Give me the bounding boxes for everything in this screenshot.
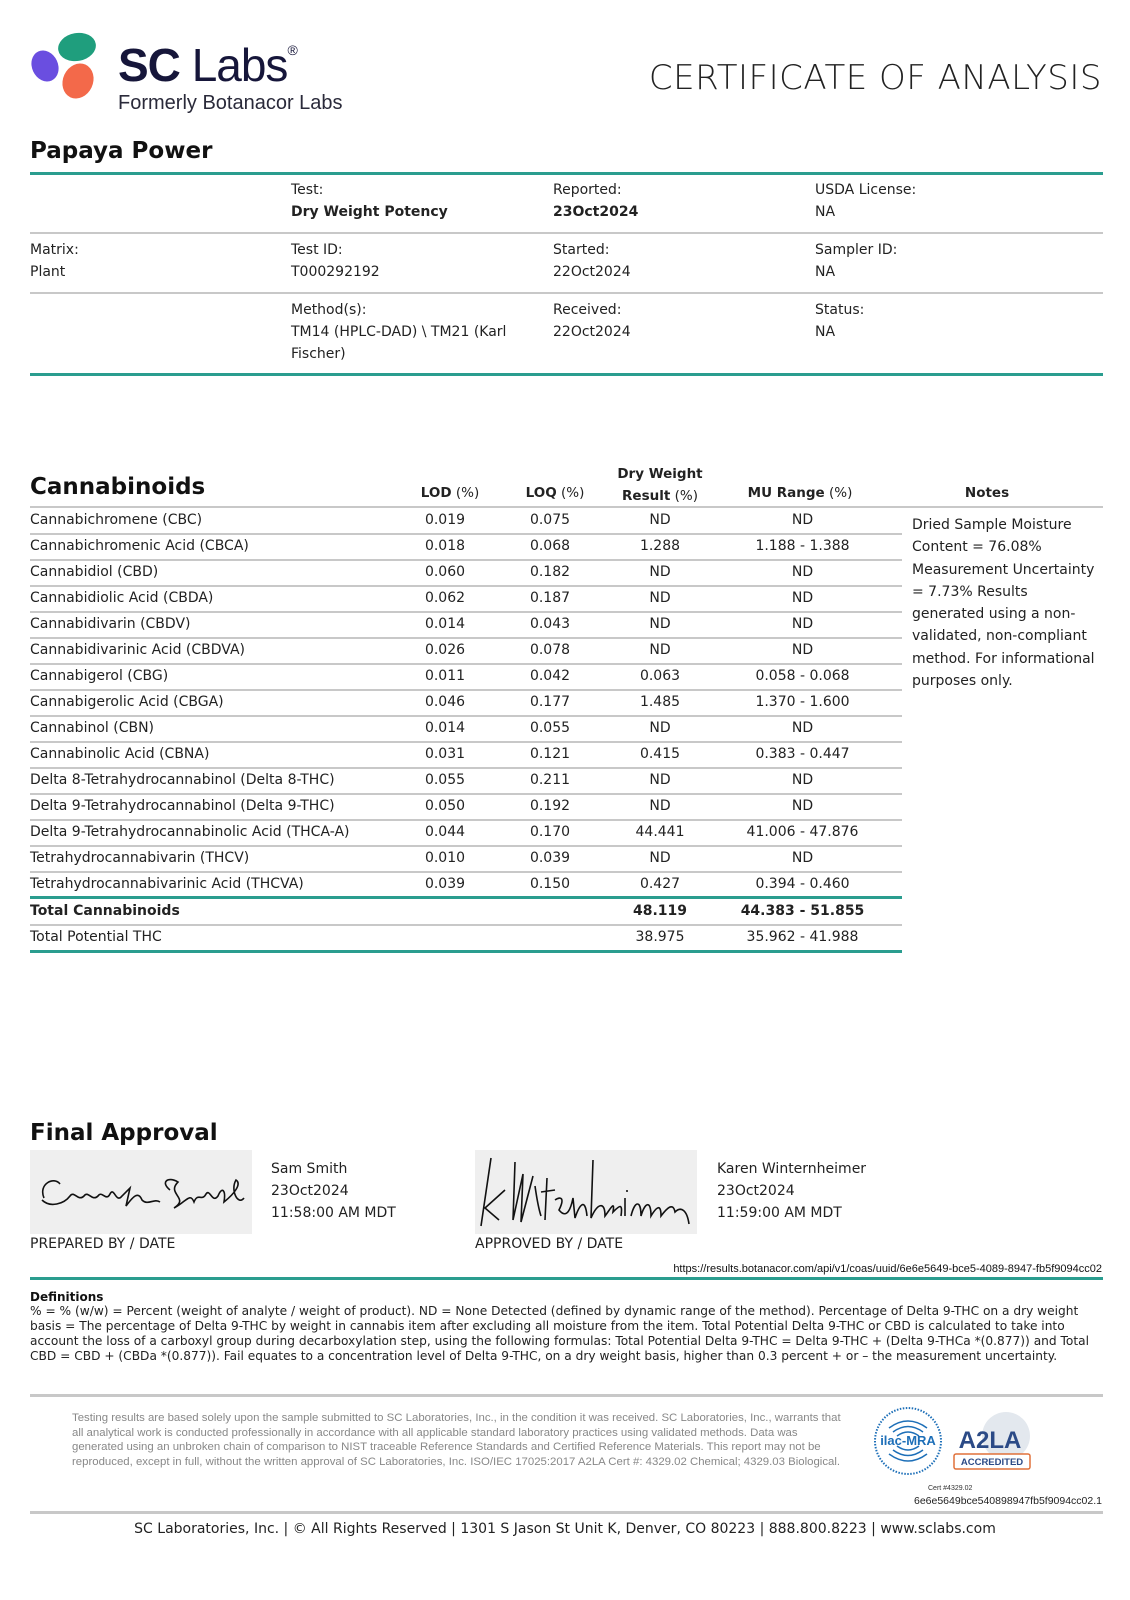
table-row bbox=[30, 534, 900, 560]
cell-name: Cannabidivarinic Acid (CBDVA) bbox=[30, 642, 246, 658]
cell-lod: 0.060 bbox=[424, 564, 466, 580]
info-matrix: Matrix: Plant bbox=[30, 242, 79, 280]
cell-lod: 0.011 bbox=[424, 668, 466, 684]
table-row bbox=[30, 612, 900, 638]
info-test-id: Test ID: T000292192 bbox=[291, 242, 380, 280]
cell-result: 0.063 bbox=[639, 668, 681, 684]
disclaimer-text: Testing results are based solely upon the sample submitted to SC Laboratories, Inc., in the condition it was received. SC Laboratories, Inc., warrants that all analytical work is conducted professionally in accordance with all applicable standard laboratory practices using validated methods. Data was generated using an unbroken chain of comparison to NIST traceable Reference Standards and Certified Reference Materials. This report may not be reproduced, except in full, without the written approval of SC Laboratories, Inc. ISO/IEC 17025:2017 A2LA Cert #: 4329.02 Chemical; 4329.03 Biological. bbox=[72, 1412, 841, 1468]
header-loq: LOQ (%) bbox=[525, 485, 585, 501]
cell-result: 44.441 bbox=[635, 824, 685, 840]
divider bbox=[30, 232, 1103, 234]
info-reported: Reported: 23Oct2024 bbox=[553, 182, 639, 220]
cell-result: ND bbox=[649, 798, 671, 814]
cell-result: ND bbox=[649, 772, 671, 788]
prepared-by-details: Sam Smith 23Oct2024 11:58:00 AM MDT bbox=[271, 1161, 396, 1221]
cell-mu: 0.383 - 0.447 bbox=[755, 746, 850, 762]
cell-mu: 44.383 - 51.855 bbox=[740, 903, 865, 919]
prepared-signature bbox=[30, 1150, 252, 1234]
cell-mu: 1.188 - 1.388 bbox=[755, 538, 850, 554]
product-name: Papaya Power bbox=[30, 138, 213, 164]
divider bbox=[30, 292, 1103, 294]
cell-result: 1.288 bbox=[639, 538, 681, 554]
svg-text:A2LA: A2LA bbox=[958, 1427, 1022, 1454]
cell-name: Cannabinolic Acid (CBNA) bbox=[30, 746, 210, 762]
total-potential-thc-row bbox=[30, 925, 900, 951]
cell-loq: 0.043 bbox=[529, 616, 571, 632]
approved-by-details: Karen Winternheimer 23Oct2024 11:59:00 AM MDT bbox=[717, 1161, 867, 1221]
cell-result: 0.415 bbox=[639, 746, 681, 762]
cell-lod: 0.026 bbox=[424, 642, 466, 658]
total-cannabinoids-row bbox=[30, 899, 900, 925]
brand-name: SC Labs® bbox=[118, 39, 297, 91]
header-notes: Notes bbox=[964, 485, 1010, 501]
sc-labs-logo bbox=[30, 30, 350, 120]
prepared-by-caption: PREPARED BY / DATE bbox=[30, 1236, 176, 1252]
cell-result: ND bbox=[649, 512, 671, 528]
table-row bbox=[30, 560, 900, 586]
final-approval-title: Final Approval bbox=[30, 1120, 218, 1146]
cell-mu: 1.370 - 1.600 bbox=[755, 694, 850, 710]
cell-loq: 0.211 bbox=[529, 772, 571, 788]
cell-name: Cannabichromenic Acid (CBCA) bbox=[30, 538, 249, 554]
table-row bbox=[30, 768, 900, 794]
cell-mu: 0.394 - 0.460 bbox=[755, 876, 850, 892]
table-row bbox=[30, 664, 900, 690]
cell-name: Cannabidiolic Acid (CBDA) bbox=[30, 590, 214, 606]
approved-by-caption: APPROVED BY / DATE bbox=[475, 1236, 624, 1252]
cell-name: Cannabichromene (CBC) bbox=[30, 512, 203, 528]
svg-text:ACCREDITED: ACCREDITED bbox=[960, 1457, 1024, 1468]
definitions-title: Definitions bbox=[30, 1290, 104, 1304]
cell-lod: 0.044 bbox=[424, 824, 466, 840]
cell-name: Cannabidiol (CBD) bbox=[30, 564, 159, 580]
cell-loq: 0.055 bbox=[529, 720, 571, 736]
footer-text: SC Laboratories, Inc. | © All Rights Reserved | 1301 S Jason St Unit K, Denver, CO 80223 | 888.800.8223 | www.sclabs.com bbox=[134, 1521, 996, 1537]
table-row bbox=[30, 846, 900, 872]
cell-mu: 35.962 - 41.988 bbox=[746, 929, 859, 945]
cell-lod: 0.014 bbox=[424, 616, 466, 632]
cell-loq: 0.078 bbox=[529, 642, 571, 658]
logo-mark-icon bbox=[30, 30, 110, 110]
ilac-mra-badge bbox=[873, 1406, 943, 1476]
info-status: Status: NA bbox=[815, 302, 865, 340]
table-row bbox=[30, 638, 900, 664]
table-row bbox=[30, 586, 900, 612]
info-methods: Method(s): TM14 (HPLC-DAD) \ TM21 (Karl Fischer) bbox=[291, 302, 507, 362]
cell-lod: 0.055 bbox=[424, 772, 466, 788]
cell-result: ND bbox=[649, 850, 671, 866]
cert-number: Cert #4329.02 bbox=[928, 1485, 973, 1492]
cell-mu: ND bbox=[791, 590, 814, 606]
signature-samantha-smith bbox=[30, 1150, 252, 1234]
cell-loq: 0.150 bbox=[529, 876, 571, 892]
divider bbox=[30, 1511, 1103, 1514]
coa-url-link[interactable]: https://results.botanacor.com/api/v1/coas/uuid/6e6e5649-bce5-4089-8947-fb5f9094cc02 bbox=[673, 1263, 1102, 1275]
cell-mu: ND bbox=[791, 512, 814, 528]
approved-signature bbox=[475, 1150, 697, 1234]
info-sampler-id: Sampler ID: NA bbox=[815, 242, 898, 280]
divider bbox=[30, 172, 1103, 175]
divider bbox=[30, 373, 1103, 376]
row-divider bbox=[30, 950, 902, 953]
header-mu-range: MU Range (%) bbox=[747, 485, 853, 501]
cell-name: Delta 8-Tetrahydrocannabinol (Delta 8-THC) bbox=[30, 772, 335, 788]
cell-mu: ND bbox=[791, 616, 814, 632]
cell-loq: 0.068 bbox=[529, 538, 571, 554]
definitions-body: % = % (w/w) = Percent (weight of analyte / weight of product). ND = None Detected (defined by dynamic range of the method). Percentage of Delta 9-THC on a dry weight basis = The percentage of Delta 9-THC by weight in cannabis item after excluding all moisture from the item. Total Potential Delta 9-THC or CBD is calculated to take into account the loss of a carboxyl group during decarboxylation step, using the following formulas: Total Potential Delta 9-THC = Delta 9-THC + (Delta 9-THCa *(0.877)) and Total CBD = CBD + (CBDa *(0.877)). Fail equates to a concentration level of Delta 9-THC, on a dry weight basis, higher than 0.3 percent + or – the measurement uncertainty. bbox=[30, 1304, 1089, 1363]
cell-lod: 0.039 bbox=[424, 876, 466, 892]
ilac-mra-icon bbox=[873, 1406, 943, 1476]
cell-lod: 0.014 bbox=[424, 720, 466, 736]
cell-name: Cannabidivarin (CBDV) bbox=[30, 616, 191, 632]
cell-result: 1.485 bbox=[639, 694, 681, 710]
cell-mu: ND bbox=[791, 564, 814, 580]
cell-mu: ND bbox=[791, 850, 814, 866]
document-id: 6e6e5649bce540898947fb5f9094cc02.1 bbox=[913, 1495, 1102, 1507]
brand-subtitle: Formerly Botanacor Labs bbox=[118, 92, 343, 114]
cell-lod: 0.019 bbox=[424, 512, 466, 528]
table-row bbox=[30, 508, 900, 534]
cell-loq: 0.075 bbox=[529, 512, 571, 528]
document-title: CERTIFICATE OF ANALYSIS bbox=[648, 58, 1102, 98]
cell-loq: 0.042 bbox=[529, 668, 571, 684]
cell-loq: 0.121 bbox=[529, 746, 571, 762]
cell-name: Tetrahydrocannabivarin (THCV) bbox=[30, 850, 250, 866]
cell-loq: 0.170 bbox=[529, 824, 571, 840]
table-row bbox=[30, 716, 900, 742]
cell-result: ND bbox=[649, 590, 671, 606]
cell-lod: 0.010 bbox=[424, 850, 466, 866]
svg-text:ilac-MRA: ilac-MRA bbox=[880, 1433, 936, 1448]
cell-mu: ND bbox=[791, 720, 814, 736]
cell-result: 48.119 bbox=[632, 903, 688, 919]
cell-name: Cannabigerol (CBG) bbox=[30, 668, 169, 684]
cell-name: Cannabinol (CBN) bbox=[30, 720, 155, 736]
table-row bbox=[30, 690, 900, 716]
info-received: Received: 22Oct2024 bbox=[553, 302, 631, 340]
cell-result: ND bbox=[649, 564, 671, 580]
info-usda-license: USDA License: NA bbox=[815, 182, 917, 220]
cell-loq: 0.182 bbox=[529, 564, 571, 580]
cell-result: 0.427 bbox=[639, 876, 681, 892]
divider bbox=[30, 1277, 1103, 1280]
cell-lod: 0.031 bbox=[424, 746, 466, 762]
cell-result: ND bbox=[649, 642, 671, 658]
cell-mu: 0.058 - 0.068 bbox=[755, 668, 850, 684]
cell-name: Cannabigerolic Acid (CBGA) bbox=[30, 694, 224, 710]
cell-lod: 0.062 bbox=[424, 590, 466, 606]
cell-name: Total Potential THC bbox=[30, 929, 162, 945]
cell-loq: 0.192 bbox=[529, 798, 571, 814]
cell-mu: ND bbox=[791, 798, 814, 814]
cell-loq: 0.039 bbox=[529, 850, 571, 866]
table-row bbox=[30, 742, 900, 768]
cell-lod: 0.018 bbox=[424, 538, 466, 554]
header-lod: LOD (%) bbox=[420, 485, 480, 501]
cell-name: Delta 9-Tetrahydrocannabinol (Delta 9-THC) bbox=[30, 798, 335, 814]
signature-k-winternheimer bbox=[475, 1150, 697, 1234]
cell-mu: ND bbox=[791, 642, 814, 658]
a2la-icon bbox=[950, 1410, 1034, 1472]
cell-name: Delta 9-Tetrahydrocannabinolic Acid (THCA-A) bbox=[30, 824, 350, 840]
info-started: Started: 22Oct2024 bbox=[553, 242, 631, 280]
table-row bbox=[30, 820, 900, 846]
info-test: Test: Dry Weight Potency bbox=[291, 182, 448, 220]
cell-result: ND bbox=[649, 616, 671, 632]
cell-loq: 0.177 bbox=[529, 694, 571, 710]
header-result: Dry Weight Result (%) bbox=[617, 466, 703, 504]
cannabinoids-title: Cannabinoids bbox=[30, 474, 206, 500]
cell-mu: 41.006 - 47.876 bbox=[746, 824, 859, 840]
cell-loq: 0.187 bbox=[529, 590, 571, 606]
divider bbox=[30, 1394, 1103, 1397]
table-row bbox=[30, 872, 900, 898]
cell-name: Total Cannabinoids bbox=[30, 903, 180, 919]
cell-result: ND bbox=[649, 720, 671, 736]
notes-text: Dried Sample Moisture Content = 76.08% Measurement Uncertainty = 7.73% Results generated using a non-validated, non-compliant method. For informational purposes only. bbox=[912, 517, 1095, 690]
table-row bbox=[30, 794, 900, 820]
cell-result: 38.975 bbox=[635, 929, 685, 945]
cell-name: Tetrahydrocannabivarinic Acid (THCVA) bbox=[30, 876, 304, 892]
cell-lod: 0.046 bbox=[424, 694, 466, 710]
a2la-accredited-badge bbox=[950, 1410, 1034, 1472]
cell-lod: 0.050 bbox=[424, 798, 466, 814]
cell-mu: ND bbox=[791, 772, 814, 788]
